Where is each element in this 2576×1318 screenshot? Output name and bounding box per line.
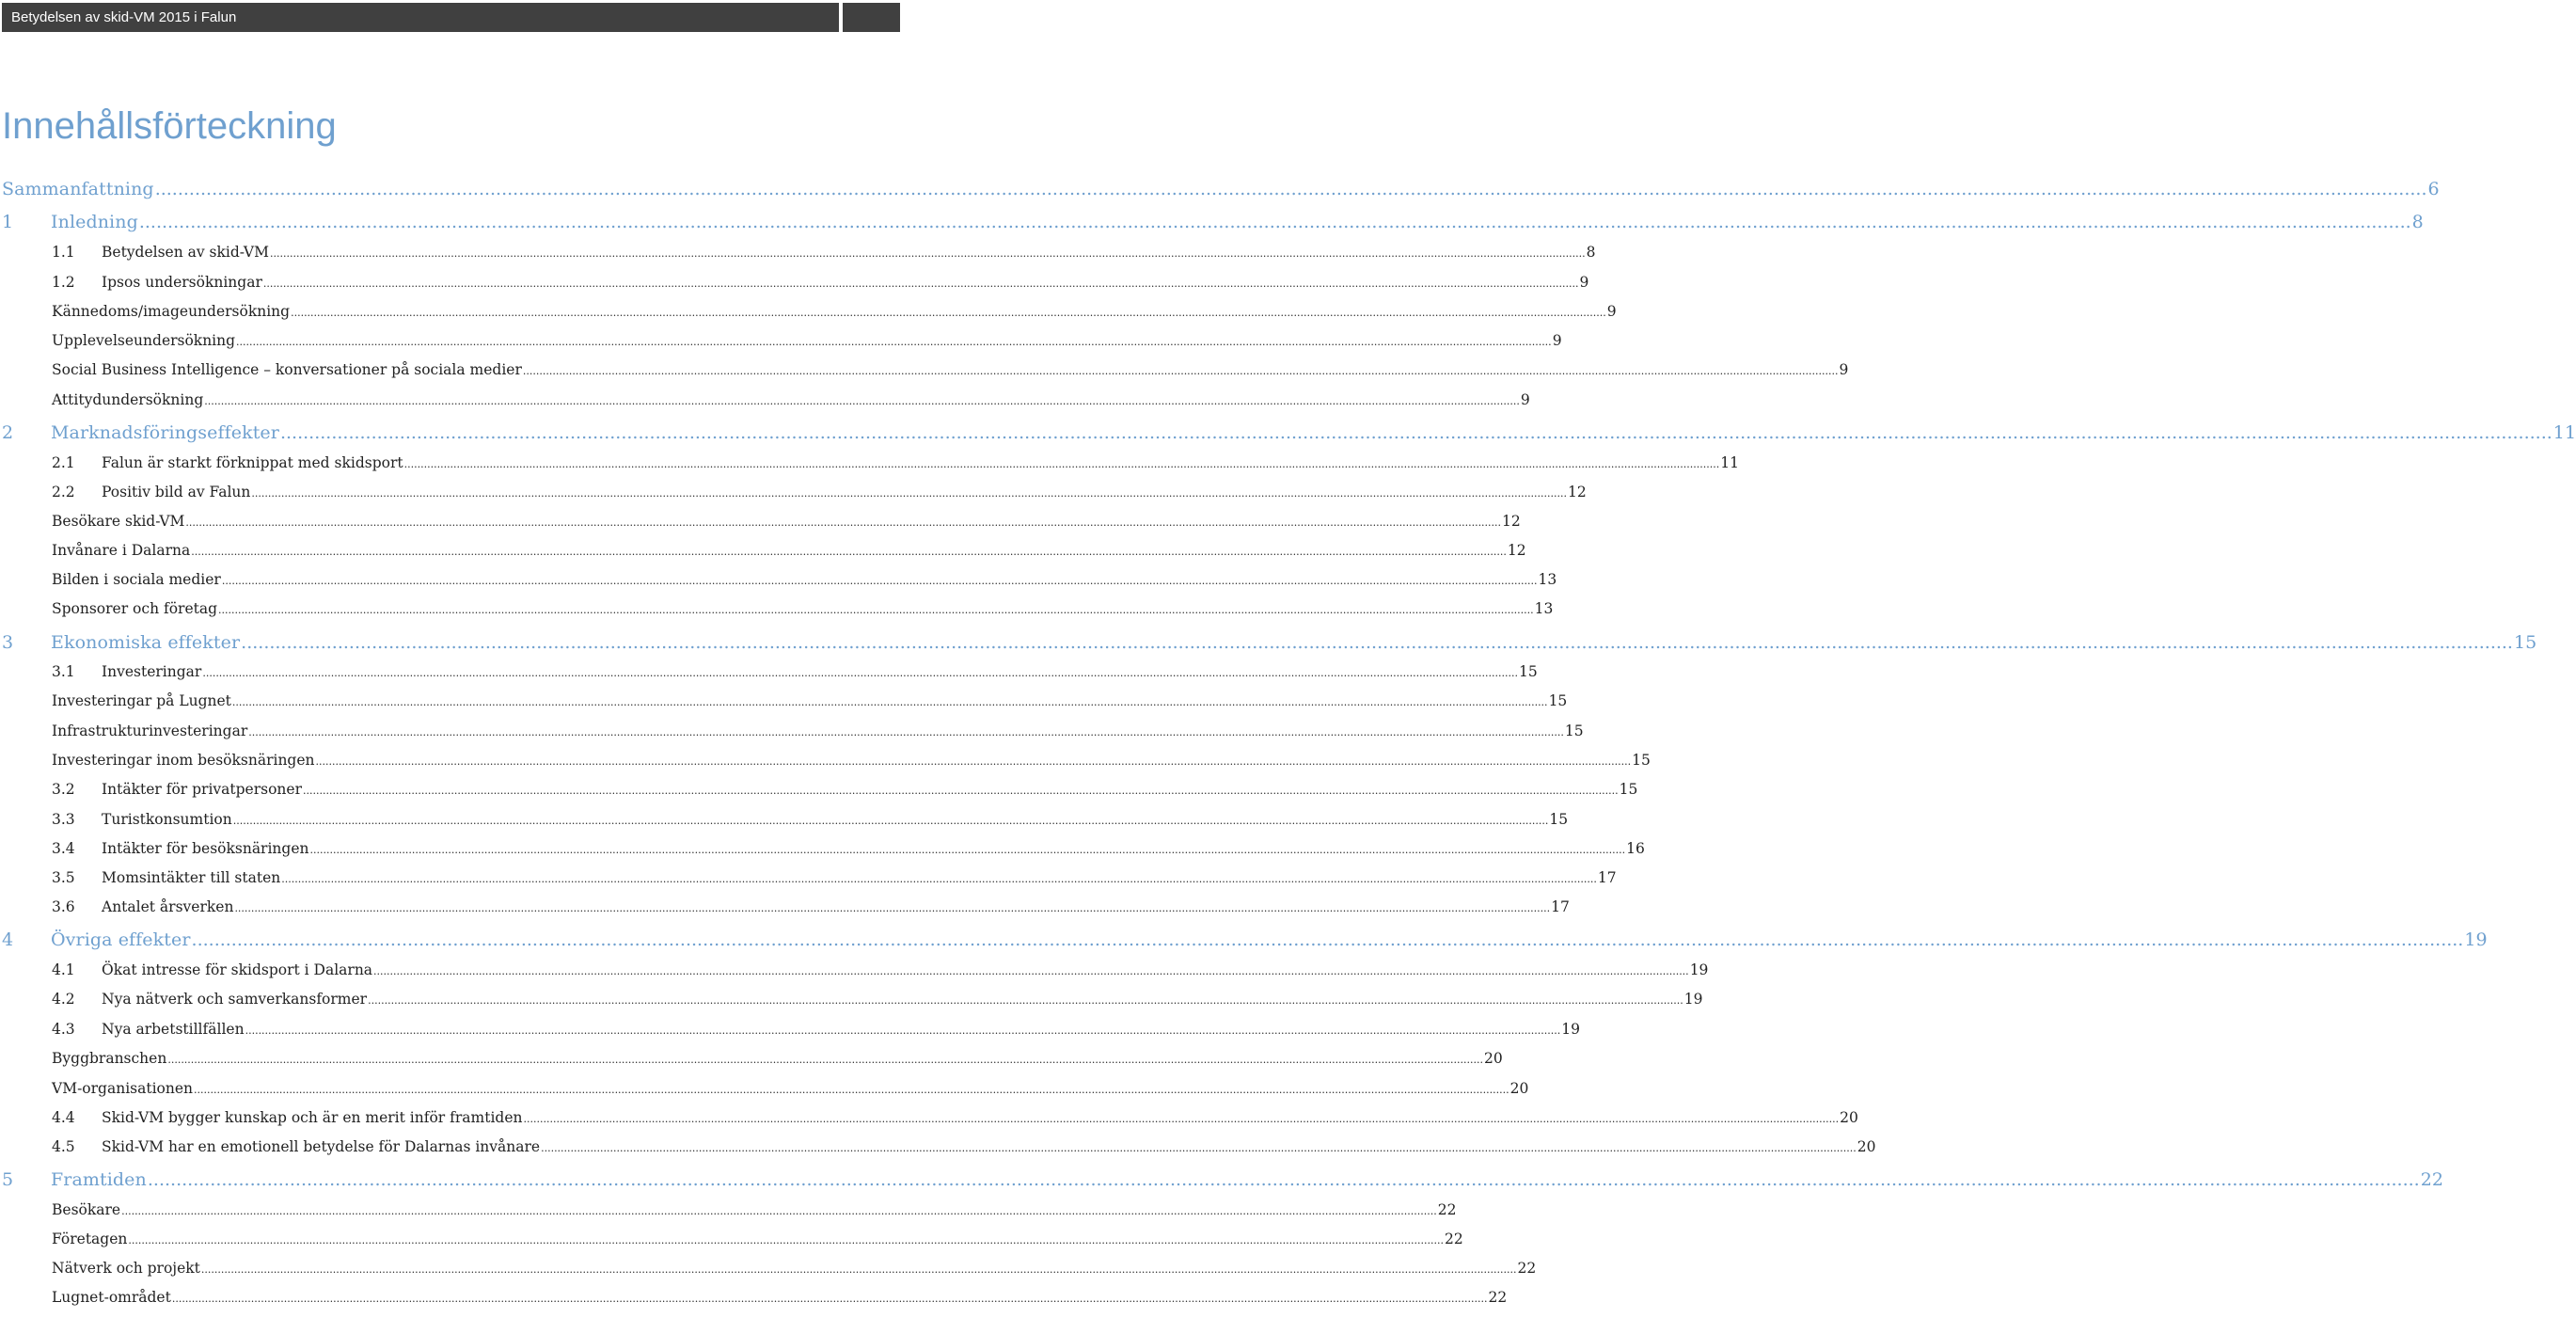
toc-entry[interactable] — [52, 1138, 1876, 1167]
toc-entry-page-number: 22 — [1445, 1231, 1463, 1247]
toc-entry-page-number: 22 — [1517, 1260, 1537, 1277]
toc-entry-title: Investeringar inom besöksnäringen — [52, 752, 315, 769]
toc-dot-leader: ................................................................................................................................................................................................................................................................................................................................................................................................................ — [128, 1234, 1445, 1247]
toc-entry-number: 3.4 — [52, 840, 75, 857]
toc-entry-title: Ekonomiska effekter — [51, 632, 241, 653]
toc-entry[interactable] — [52, 991, 1703, 1020]
toc-entry-title: Sammanfattning — [2, 179, 154, 199]
toc-entry-page-number: 9 — [1552, 332, 1562, 349]
toc-entry-page-number: 8 — [1586, 244, 1596, 261]
toc-dot-leader: ................................................................................................................................................................................................................................................................................................................................................................................................................ — [191, 929, 2464, 950]
toc-entry[interactable] — [52, 303, 1617, 332]
toc-dot-leader: ................................................................................................................................................................................................................................................................................................................................................................................................................ — [523, 1113, 1840, 1125]
toc-entry[interactable] — [52, 692, 1568, 722]
toc-entry-page-number: 13 — [1534, 600, 1554, 617]
toc-entry-page-number: 12 — [1568, 484, 1587, 500]
toc-entry-page-number: 22 — [2420, 1169, 2444, 1190]
toc-entry-page-number: 17 — [1551, 898, 1570, 915]
toc-dot-leader: ................................................................................................................................................................................................................................................................................................................................................................................................................ — [373, 965, 1689, 977]
toc-entry-title: Attitydundersökning — [52, 391, 204, 408]
toc-title: Innehållsförteckning — [2, 105, 337, 147]
toc-entry[interactable] — [52, 869, 1617, 898]
toc-entry-title: Ökat intresse för skidsport i Dalarna — [102, 961, 373, 978]
toc-entry-title: Lugnet-området — [52, 1289, 171, 1306]
toc-entry-title: Kännedoms/imageundersökning — [52, 303, 291, 320]
toc-dot-leader: ................................................................................................................................................................................................................................................................................................................................................................................................................ — [522, 365, 1839, 377]
toc-entry[interactable] — [52, 244, 1596, 273]
toc-dot-leader: ................................................................................................................................................................................................................................................................................................................................................................................................................ — [218, 604, 1534, 616]
toc-dot-leader: ................................................................................................................................................................................................................................................................................................................................................................................................................ — [138, 212, 2411, 232]
toc-entry-page-number: 19 — [1689, 961, 1709, 978]
toc-entry-title: Upplevelseundersökning — [52, 332, 236, 349]
toc-dot-leader: ................................................................................................................................................................................................................................................................................................................................................................................................................ — [236, 336, 1552, 348]
toc-dot-leader: ................................................................................................................................................................................................................................................................................................................................................................................................................ — [302, 785, 1619, 797]
toc-entry-number: 2.1 — [52, 454, 75, 471]
toc-entry[interactable] — [52, 274, 1589, 303]
toc-entry-number: 2 — [2, 422, 14, 443]
toc-entry[interactable] — [52, 811, 1569, 840]
toc-dot-leader: ................................................................................................................................................................................................................................................................................................................................................................................................................ — [281, 873, 1597, 885]
toc-entry[interactable] — [2, 212, 2424, 241]
toc-entry-page-number: 19 — [1683, 991, 1703, 1008]
toc-entry-page-number: 15 — [1632, 752, 1651, 769]
toc-entry-title: Investeringar — [102, 663, 202, 680]
toc-entry[interactable] — [52, 840, 1645, 869]
toc-dot-leader: ................................................................................................................................................................................................................................................................................................................................................................................................................ — [231, 696, 1548, 708]
toc-entry[interactable] — [2, 929, 2488, 959]
toc-entry-page-number: 11 — [1720, 454, 1739, 471]
toc-dot-leader: ................................................................................................................................................................................................................................................................................................................................................................................................................ — [204, 395, 1520, 407]
toc-dot-leader: ................................................................................................................................................................................................................................................................................................................................................................................................................ — [232, 815, 1549, 827]
toc-entry-title: Social Business Intelligence – konversationer på sociala medier — [52, 361, 522, 378]
toc-entry-title: Framtiden — [51, 1169, 147, 1190]
running-header-title: Betydelsen av skid-VM 2015 i Falun — [11, 9, 237, 25]
toc-entry-number: 5 — [2, 1169, 14, 1190]
toc-dot-leader: ................................................................................................................................................................................................................................................................................................................................................................................................................ — [185, 516, 1502, 529]
toc-entry-title: Intäkter för privatpersoner — [102, 781, 302, 798]
toc-entry-number: 3.3 — [52, 811, 75, 828]
toc-entry-page-number: 19 — [1561, 1021, 1580, 1038]
toc-dot-leader: ................................................................................................................................................................................................................................................................................................................................................................................................................ — [241, 632, 2513, 653]
toc-entry-page-number: 11 — [2552, 422, 2576, 443]
toc-entry[interactable] — [52, 1080, 1529, 1109]
toc-entry-title: Turistkonsumtion — [102, 811, 232, 828]
toc-entry-title: Nätverk och projekt — [52, 1260, 200, 1277]
toc-dot-leader: ................................................................................................................................................................................................................................................................................................................................................................................................................ — [121, 1205, 1437, 1217]
toc-entry-title: Skid-VM har en emotionell betydelse för Dalarnas invånare — [102, 1138, 541, 1155]
toc-dot-leader: ................................................................................................................................................................................................................................................................................................................................................................................................................ — [221, 575, 1538, 587]
toc-entry[interactable] — [52, 484, 1587, 513]
toc-entry-page-number: 9 — [1520, 391, 1530, 408]
toc-entry[interactable] — [52, 571, 1557, 600]
toc-entry-number: 1.2 — [52, 274, 75, 291]
toc-entry-title: Invånare i Dalarna — [52, 542, 191, 559]
toc-entry-page-number: 15 — [1549, 811, 1569, 828]
toc-entry-title: Inledning — [51, 212, 138, 232]
toc-dot-leader: ................................................................................................................................................................................................................................................................................................................................................................................................................ — [368, 994, 1683, 1007]
toc-dot-leader: ................................................................................................................................................................................................................................................................................................................................................................................................................ — [194, 1084, 1509, 1096]
toc-dot-leader: ................................................................................................................................................................................................................................................................................................................................................................................................................ — [200, 1263, 1517, 1276]
toc-entry-title: Byggbranschen — [52, 1050, 167, 1067]
toc-dot-leader: ................................................................................................................................................................................................................................................................................................................................................................................................................ — [269, 247, 1586, 260]
toc-entry-page-number: 9 — [1606, 303, 1617, 320]
toc-entry-number: 4.2 — [52, 991, 75, 1008]
toc-entry-number: 3.2 — [52, 781, 75, 798]
toc-entry[interactable] — [52, 1289, 1508, 1318]
toc-entry-page-number: 12 — [1507, 542, 1526, 559]
toc-entry-title: Nya arbetstillfällen — [102, 1021, 245, 1038]
toc-entry[interactable] — [2, 632, 2537, 661]
toc-entry-number: 1.1 — [52, 244, 75, 261]
toc-entry-title: Företagen — [52, 1231, 128, 1247]
toc-entry-title: Falun är starkt förknippat med skidsport — [102, 454, 403, 471]
toc-entry-number: 4.3 — [52, 1021, 75, 1038]
toc-entry-page-number: 12 — [1502, 513, 1521, 530]
toc-entry-page-number: 20 — [1483, 1050, 1503, 1067]
toc-entry-page-number: 22 — [1437, 1201, 1457, 1218]
toc-entry-title: Intäkter för besöksnäringen — [102, 840, 309, 857]
toc-entry[interactable] — [52, 361, 1849, 390]
toc-entry-title: Bilden i sociala medier — [52, 571, 221, 588]
toc-entry-page-number: 15 — [1518, 663, 1538, 680]
toc-dot-leader: ................................................................................................................................................................................................................................................................................................................................................................................................................ — [251, 487, 1568, 500]
toc-entry[interactable] — [52, 1201, 1457, 1231]
toc-entry-page-number: 13 — [1538, 571, 1557, 588]
toc-entry-title: Sponsorer och företag — [52, 600, 218, 617]
toc-entry-page-number: 22 — [1488, 1289, 1508, 1306]
toc-entry-title: Övriga effekter — [51, 929, 191, 950]
toc-entry-title: Investeringar på Lugnet — [52, 692, 231, 709]
toc-entry[interactable] — [52, 1109, 1858, 1138]
toc-dot-leader: ................................................................................................................................................................................................................................................................................................................................................................................................................ — [171, 1293, 1488, 1305]
toc-entry-page-number: 15 — [1548, 692, 1568, 709]
toc-entry-title: VM-organisationen — [52, 1080, 193, 1097]
toc-dot-leader: ................................................................................................................................................................................................................................................................................................................................................................................................................ — [191, 546, 1507, 558]
toc-entry-number: 3.1 — [52, 663, 75, 680]
toc-entry[interactable] — [52, 454, 1739, 484]
toc-entry-title: Ipsos undersökningar — [102, 274, 262, 291]
toc-entry-page-number: 20 — [1857, 1138, 1876, 1155]
toc-entry-number: 4.5 — [52, 1138, 75, 1155]
toc-entry-number: 4.1 — [52, 961, 75, 978]
toc-dot-leader: ................................................................................................................................................................................................................................................................................................................................................................................................................ — [291, 307, 1606, 319]
toc-entry[interactable] — [52, 1260, 1537, 1289]
toc-entry-page-number: 16 — [1626, 840, 1645, 857]
toc-entry-title: Infrastrukturinvesteringar — [52, 723, 248, 739]
toc-entry[interactable] — [52, 898, 1570, 928]
toc-entry-page-number: 6 — [2427, 179, 2440, 199]
toc-entry[interactable] — [52, 1231, 1463, 1260]
toc-entry[interactable] — [52, 781, 1638, 810]
toc-entry[interactable] — [52, 513, 1521, 542]
toc-entry-page-number: 8 — [2411, 212, 2424, 232]
toc-entry-number: 4 — [2, 929, 14, 950]
toc-entry-page-number: 17 — [1597, 869, 1617, 886]
toc-entry-number: 2.2 — [52, 484, 75, 500]
toc-entry[interactable] — [52, 391, 1530, 421]
toc-entry-title: Betydelsen av skid-VM — [102, 244, 269, 261]
toc-dot-leader: ................................................................................................................................................................................................................................................................................................................................................................................................................ — [403, 458, 1720, 470]
toc-entry-title: Antalet årsverken — [102, 898, 234, 915]
toc-entry-title: Besökare skid-VM — [52, 513, 185, 530]
toc-dot-leader: ................................................................................................................................................................................................................................................................................................................................................................................................................ — [245, 1024, 1561, 1037]
toc-entry[interactable] — [52, 723, 1584, 752]
toc-entry-number: 4.4 — [52, 1109, 75, 1126]
toc-entry-page-number: 19 — [2464, 929, 2488, 950]
toc-dot-leader: ................................................................................................................................................................................................................................................................................................................................................................................................................ — [234, 902, 1551, 914]
toc-entry-page-number: 15 — [1564, 723, 1584, 739]
toc-entry-page-number: 15 — [1619, 781, 1638, 798]
toc-entry-title: Momsintäkter till staten — [102, 869, 281, 886]
toc-entry[interactable] — [52, 1050, 1503, 1079]
toc-entry[interactable] — [52, 663, 1538, 692]
toc-entry[interactable] — [52, 542, 1526, 571]
toc-entry-number: 3.5 — [52, 869, 75, 886]
toc-entry-title: Positiv bild av Falun — [102, 484, 251, 500]
toc-entry-number: 3 — [2, 632, 14, 653]
toc-entry-page-number: 20 — [1509, 1080, 1529, 1097]
toc-entry[interactable] — [2, 179, 2440, 208]
toc-entry[interactable] — [52, 1021, 1580, 1050]
toc-entry[interactable] — [52, 332, 1562, 361]
toc-dot-leader: ................................................................................................................................................................................................................................................................................................................................................................................................................ — [167, 1054, 1483, 1066]
toc-entry-title: Nya nätverk och samverkansformer — [102, 991, 368, 1008]
toc-entry-page-number: 15 — [2513, 632, 2537, 653]
toc-entry-page-number: 20 — [1840, 1109, 1858, 1126]
toc-entry[interactable] — [52, 961, 1709, 991]
toc-dot-leader: ................................................................................................................................................................................................................................................................................................................................................................................................................ — [315, 755, 1632, 768]
toc-dot-leader: ................................................................................................................................................................................................................................................................................................................................................................................................................ — [541, 1142, 1857, 1154]
toc-dot-leader: ................................................................................................................................................................................................................................................................................................................................................................................................................ — [279, 422, 2552, 443]
toc-entry[interactable] — [52, 752, 1651, 781]
toc-entry-number: 3.6 — [52, 898, 75, 915]
toc-entry-number: 1 — [2, 212, 14, 232]
toc-entry[interactable] — [2, 1169, 2444, 1199]
toc-entry-title: Marknadsföringseffekter — [51, 422, 279, 443]
toc-dot-leader: ................................................................................................................................................................................................................................................................................................................................................................................................................ — [248, 726, 1564, 738]
toc-entry[interactable] — [52, 600, 1554, 629]
toc-entry-page-number: 9 — [1839, 361, 1849, 378]
toc-entry-title: Skid-VM bygger kunskap och är en merit inför framtiden — [102, 1109, 523, 1126]
toc-dot-leader: ................................................................................................................................................................................................................................................................................................................................................................................................................ — [202, 667, 1518, 679]
toc-dot-leader: ................................................................................................................................................................................................................................................................................................................................................................................................................ — [147, 1169, 2420, 1190]
toc-dot-leader: ................................................................................................................................................................................................................................................................................................................................................................................................................ — [154, 179, 2427, 199]
toc-entry-page-number: 9 — [1579, 274, 1589, 291]
toc-entry[interactable] — [2, 422, 2576, 452]
toc-dot-leader: ................................................................................................................................................................................................................................................................................................................................................................................................................ — [262, 278, 1579, 290]
toc-entry-title: Besökare — [52, 1201, 121, 1218]
toc-dot-leader: ................................................................................................................................................................................................................................................................................................................................................................................................................ — [309, 844, 1626, 856]
